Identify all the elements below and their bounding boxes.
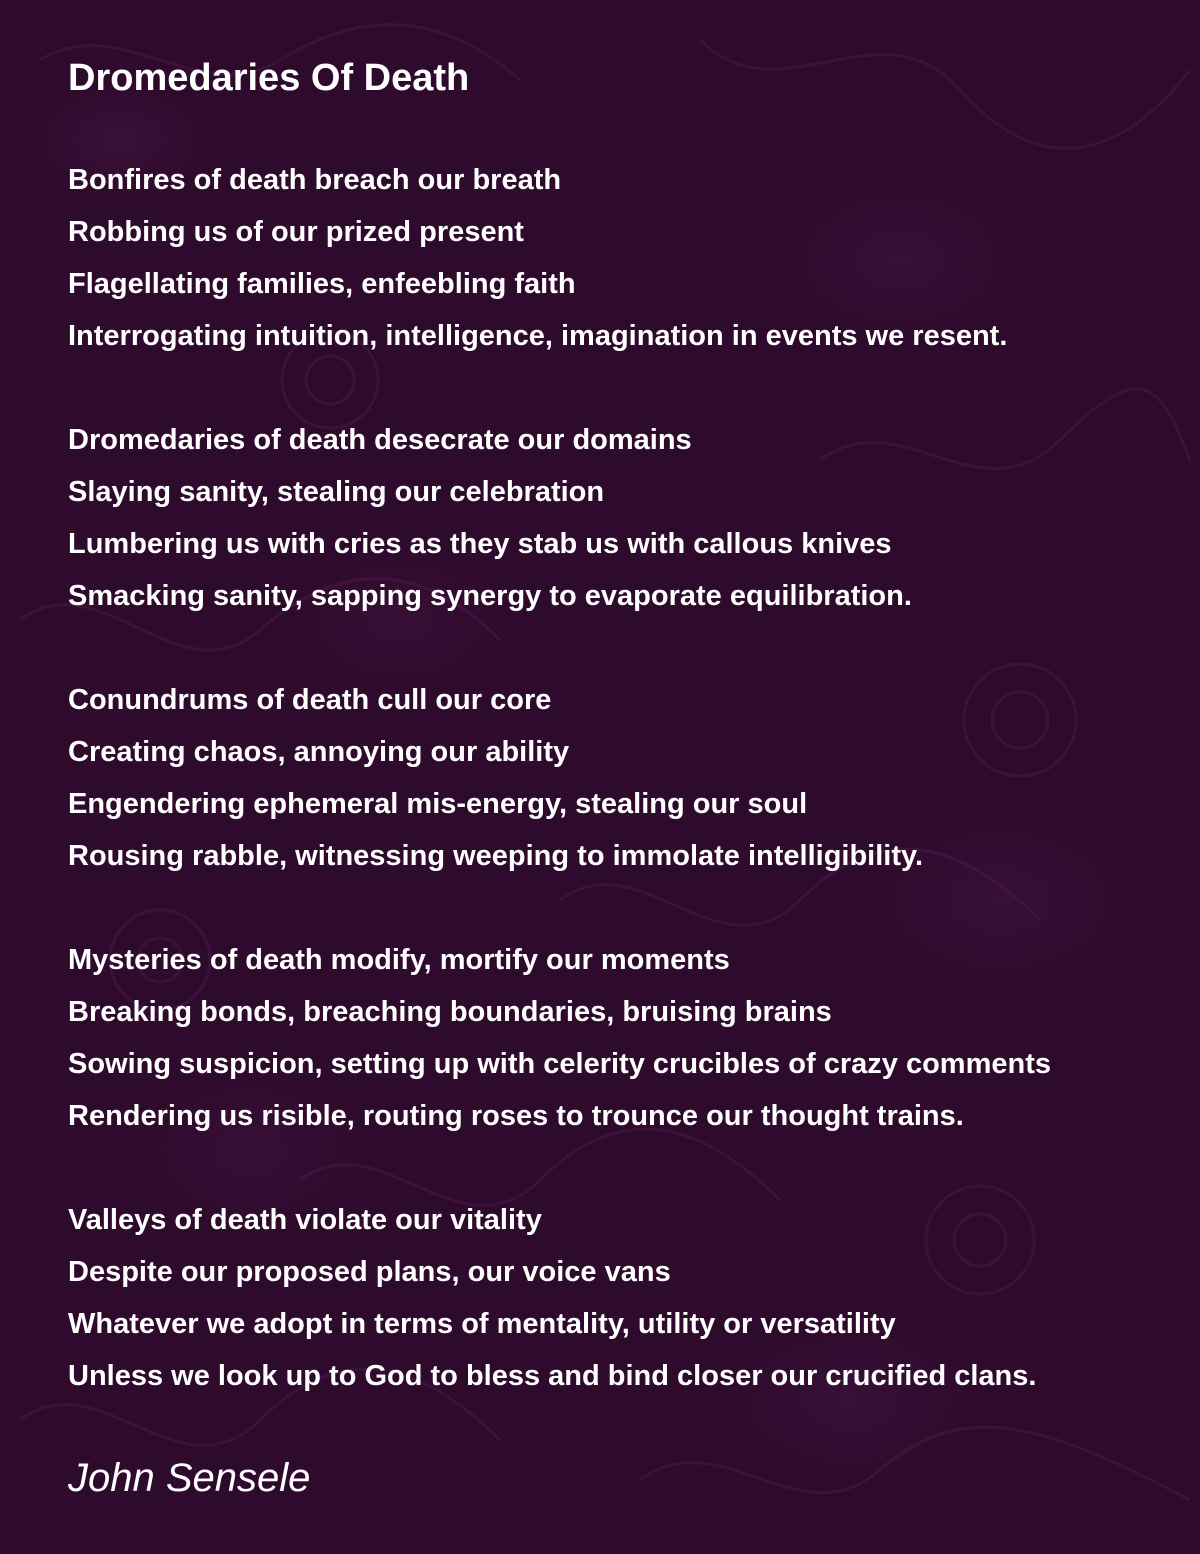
poem-author: John Sensele [68, 1456, 311, 1500]
poem-line: Whatever we adopt in terms of mentality, utility or versatility [68, 1308, 896, 1340]
poem-stanza [68, 414, 1178, 622]
poem-line: Rendering us risible, routing roses to trounce our thought trains. [68, 1100, 964, 1132]
poem-line: Lumbering us with cries as they stab us with callous knives [68, 528, 892, 560]
poem-line: Rousing rabble, witnessing weeping to immolate intelligibility. [68, 840, 924, 872]
poem-line: Engendering ephemeral mis-energy, stealing our soul [68, 788, 808, 820]
poem-container [68, 56, 1178, 1454]
poem-line: Smacking sanity, sapping synergy to evaporate equilibration. [68, 580, 912, 612]
poem-line: Slaying sanity, stealing our celebration [68, 476, 605, 508]
poem-line: Flagellating families, enfeebling faith [68, 268, 576, 300]
poem-line: Dromedaries of death desecrate our domains [68, 424, 692, 456]
poem-line: Robbing us of our prized present [68, 216, 524, 248]
poem-line: Interrogating intuition, intelligence, imagination in events we resent. [68, 320, 1008, 352]
poem-body [68, 154, 1178, 1402]
poem-line: Creating chaos, annoying our ability [68, 736, 570, 768]
poem-line: Sowing suspicion, setting up with celerity crucibles of crazy comments [68, 1048, 1051, 1080]
poem-line: Mysteries of death modify, mortify our moments [68, 944, 730, 976]
poem-stanza [68, 1194, 1178, 1402]
poem-line: Unless we look up to God to bless and bind closer our crucified clans. [68, 1360, 1037, 1392]
poem-stanza [68, 154, 1178, 362]
poem-line: Bonfires of death breach our breath [68, 164, 562, 196]
poem-line: Breaking bonds, breaching boundaries, bruising brains [68, 996, 832, 1028]
poem-stanza [68, 934, 1178, 1142]
poem-title: Dromedaries Of Death [68, 57, 470, 99]
poem-line: Conundrums of death cull our core [68, 684, 552, 716]
poem-stanza [68, 674, 1178, 882]
poem-line: Valleys of death violate our vitality [68, 1204, 542, 1236]
poem-line: Despite our proposed plans, our voice vans [68, 1256, 671, 1288]
